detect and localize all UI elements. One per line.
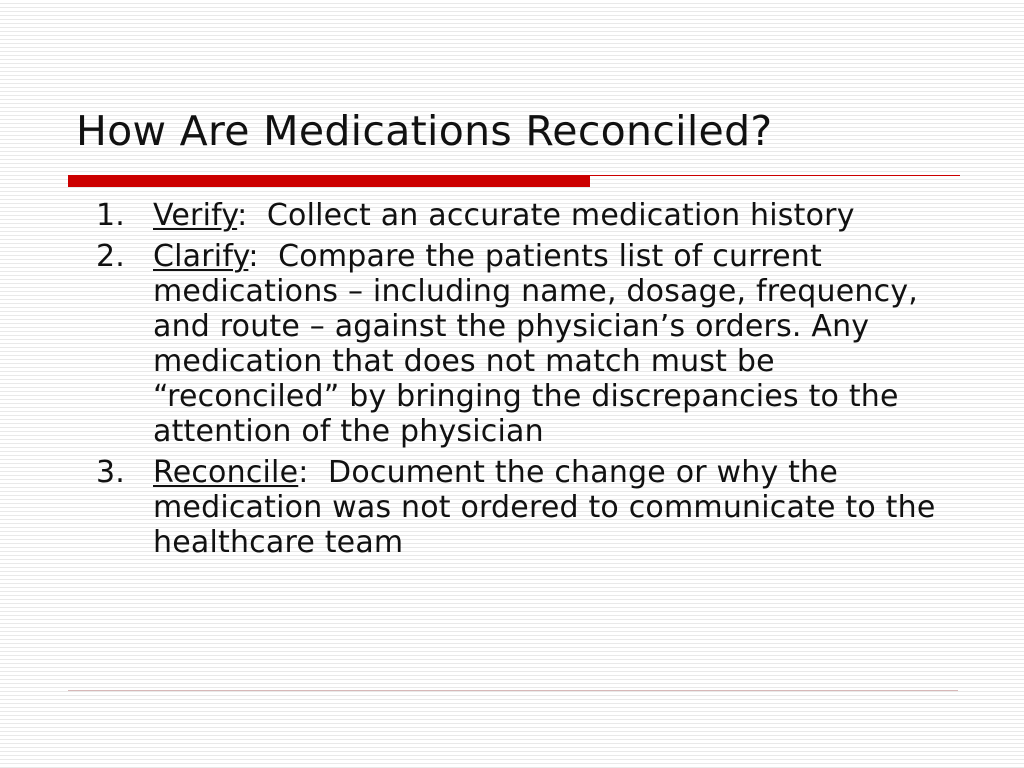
footer-divider — [68, 690, 958, 691]
step-number: 1. — [96, 198, 126, 233]
step-verify — [96, 198, 946, 233]
step-body — [153, 455, 946, 560]
step-number: 3. — [96, 455, 126, 490]
step-separator: : — [298, 455, 329, 490]
step-body — [153, 198, 946, 233]
step-body — [153, 239, 946, 449]
step-term-clarify: Clarify — [153, 239, 249, 274]
step-separator: : — [248, 239, 279, 274]
title-underline-thin — [590, 175, 960, 176]
step-description: Compare the patients list of current medications – including name, dosage, frequency, and route – against the physician’s orders. Any medication that does not match must be “reconciled” by bringing the discrepancies to the attention of the physician — [153, 239, 919, 449]
slide-title: How Are Medications Reconciled? — [76, 107, 773, 155]
step-clarify — [96, 239, 946, 449]
step-reconcile — [96, 455, 946, 560]
step-separator: : — [237, 198, 267, 233]
title-underline-accent — [68, 175, 590, 187]
reconciliation-steps-list — [96, 198, 946, 566]
step-description: Document the change or why the medication was not ordered to communicate to the healthcare team — [153, 455, 936, 560]
step-description: Collect an accurate medication history — [266, 198, 855, 233]
step-term-reconcile: Reconcile — [153, 455, 299, 490]
step-number: 2. — [96, 239, 126, 274]
step-term-verify: Verify — [153, 198, 238, 233]
